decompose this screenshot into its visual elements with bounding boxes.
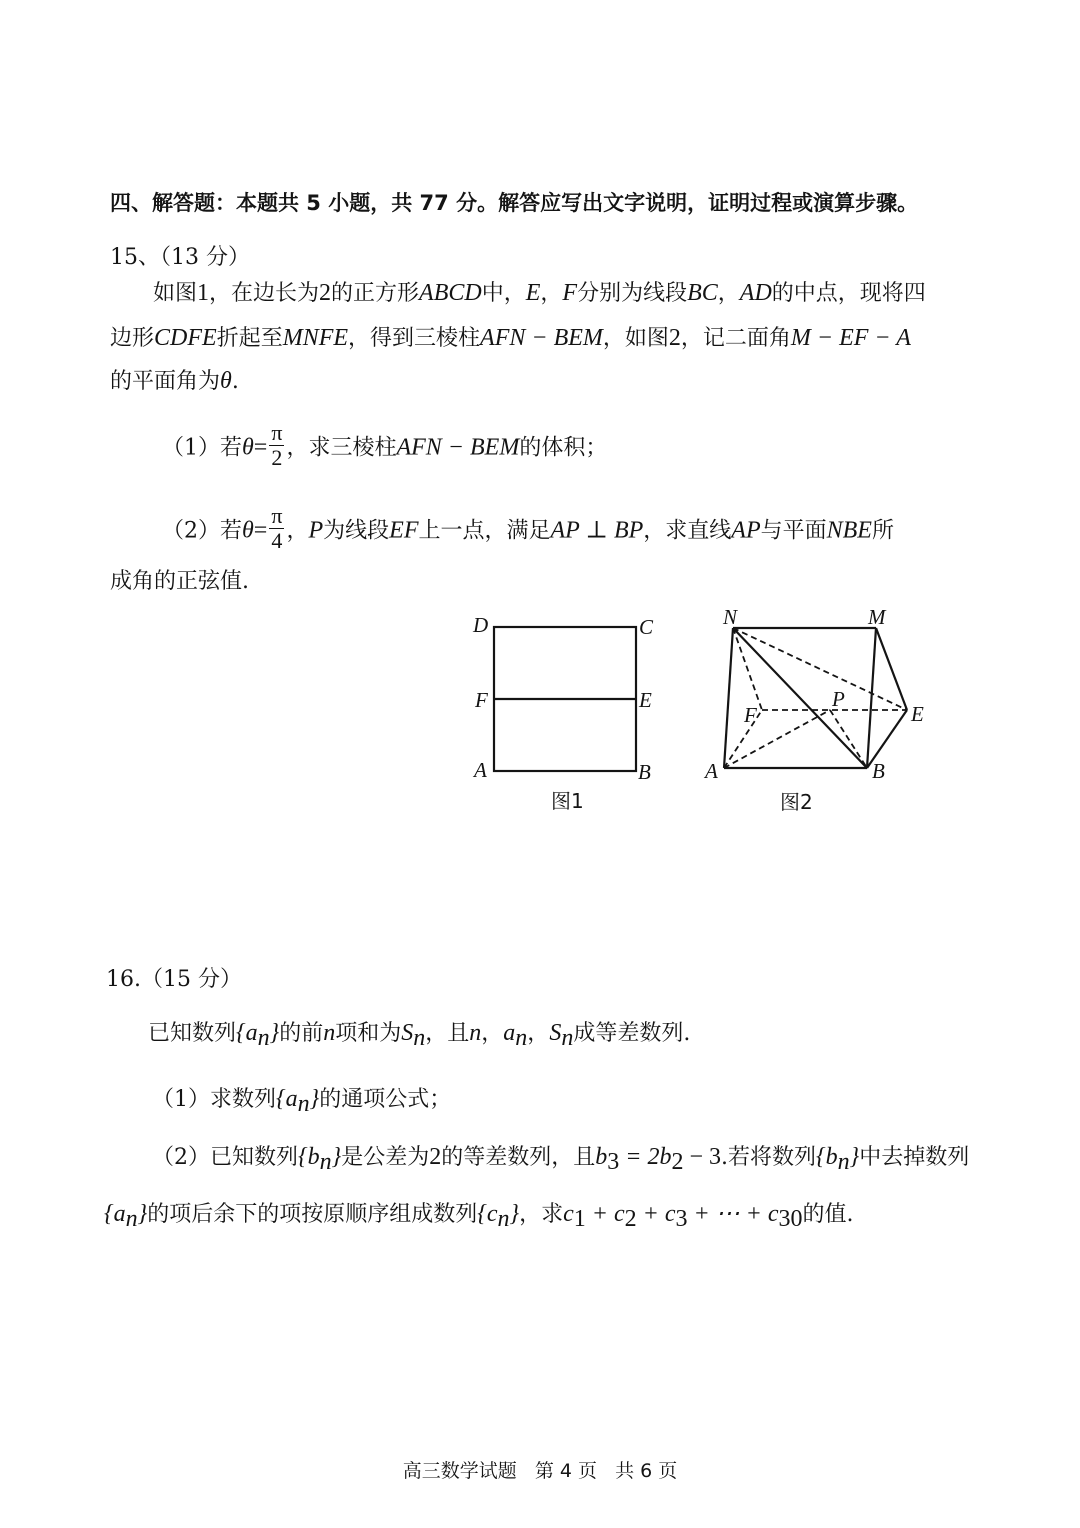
fig1-label-b: B <box>638 760 651 784</box>
q15-intro-line1: 如图1，在边长为2的正方形ABCD中，E，F分别为线段BC，AD的中点，现将四 <box>153 280 926 306</box>
fraction-pi-over-4: $\frac{\pi}{4}$ <box>271 503 283 553</box>
fig1-label-d: D <box>473 613 489 637</box>
q16-part1: （1）求数列$\{a_n\}$的通项公式； <box>152 1086 452 1117</box>
fig2-label-a: A <box>705 759 718 783</box>
fig2-label-b: B <box>872 759 885 783</box>
q15-header: 15、（13 分） <box>110 245 250 270</box>
fig2-label-e: E <box>911 702 924 726</box>
page-footer <box>0 1456 1080 1483</box>
fig1-label-c: C <box>639 615 654 639</box>
figure-2 <box>700 600 940 820</box>
figure-1 <box>465 600 665 820</box>
edge-ap-hidden <box>724 710 830 768</box>
fraction-pi-over-2: $\frac{\pi}{2}$ <box>271 420 283 470</box>
edge-nb <box>733 628 867 768</box>
section-heading: 四、解答题：本题共 5 小题，共 77 分。解答应写出文字说明，证明过程或演算步骤。 <box>110 191 919 215</box>
footer-title: 高三数学试题 <box>402 1460 517 1482</box>
footer-total-pages: 共 6 页 <box>615 1460 678 1482</box>
fig2-caption: 图2 <box>780 790 813 814</box>
fig1-label-f: F <box>475 688 488 712</box>
q15-part2: （2）若θ= $\frac{\pi}{4}$ ，P为线段EF上一点，满足AP ⊥ BP，求直线AP与平面NBE所 <box>162 503 894 553</box>
q15-part2-continued: 成角的正弦值. <box>110 569 249 594</box>
fig2-label-f: F <box>744 703 757 727</box>
edge-nf-hidden <box>733 628 762 710</box>
fig1-label-e: E <box>639 688 652 712</box>
fig2-label-m: M <box>868 605 886 629</box>
q16-part2-line2: $\{a_n\}$的项后余下的项按原顺序组成数列$\{c_n\}$，求$c_1 + c_2 + c_3$ + ⋯ + $c_{30}$的值. <box>104 1201 854 1232</box>
fig1-caption: 图1 <box>551 789 584 813</box>
fig1-label-a: A <box>474 758 487 782</box>
q16-header: 16.（15 分） <box>106 967 242 992</box>
edge-pb-hidden <box>830 710 867 768</box>
fig2-hidden-edges <box>724 628 907 768</box>
edge-mb <box>867 628 876 768</box>
q16-intro: 已知数列$\{a_n\}$的前n项和为$S_n$，且n，$a_n$，$S_n$成等差数列. <box>148 1020 691 1051</box>
q16-part2-line1: （2）已知数列$\{b_n\}$是公差为2的等差数列，且$b_3 = 2b_2 - 3$.若将数列$\{b_n\}$中去掉数列 <box>152 1144 970 1175</box>
edge-na <box>724 628 733 768</box>
fig2-label-p: P <box>832 687 845 711</box>
q15-intro-line2: 边形CDFE折起至MNFE，得到三棱柱AFN − BEM，如图2，记二面角M − EF − A <box>110 325 911 351</box>
q15-intro-line3: 的平面角为θ. <box>110 368 239 394</box>
q15-part1: （1）若θ= $\frac{\pi}{2}$ ，求三棱柱AFN − BEM的体积； <box>162 420 608 470</box>
footer-page-number: 第 4 页 <box>534 1460 597 1482</box>
fig2-label-n: N <box>723 605 738 629</box>
